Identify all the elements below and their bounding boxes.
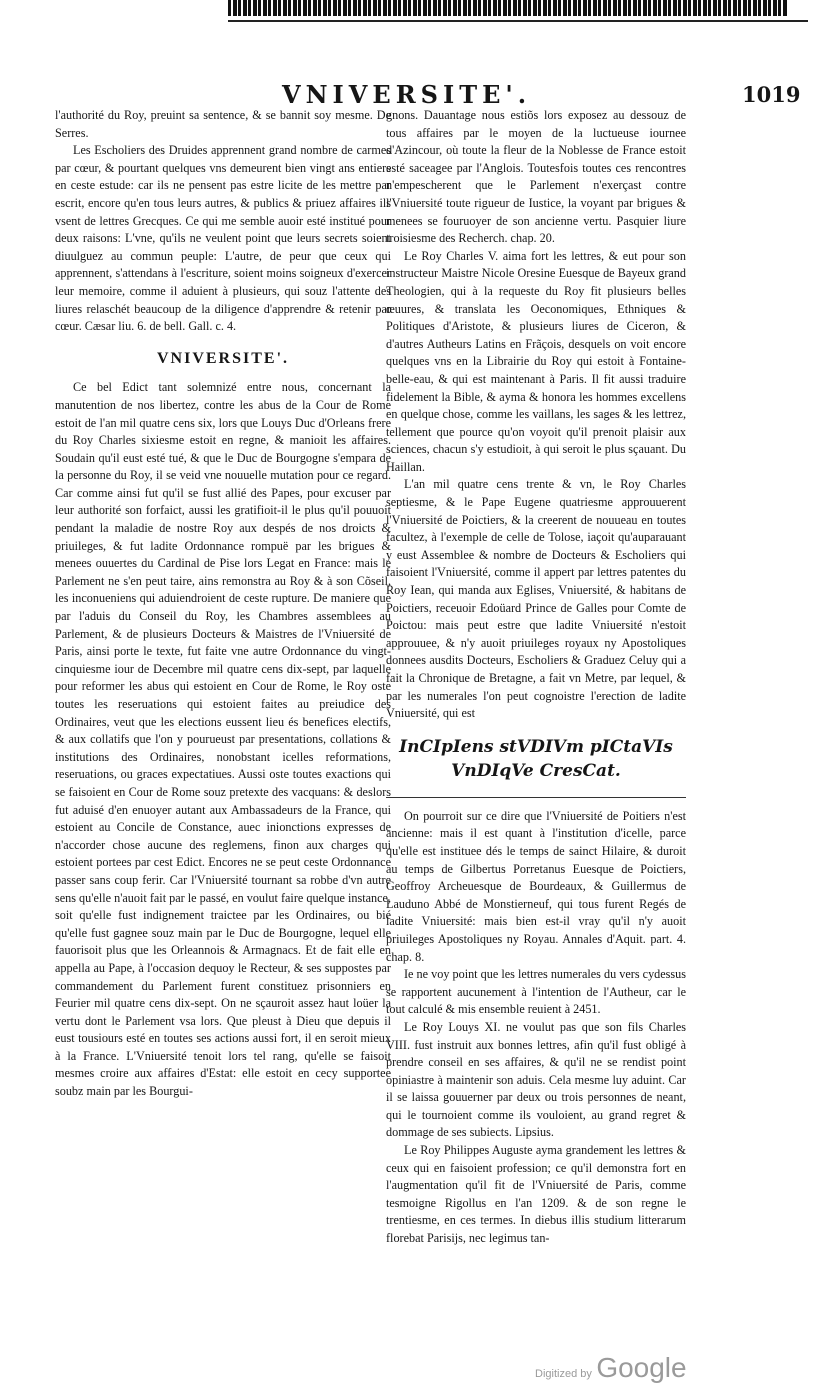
paragraph: Le Roy Philippes Auguste ayma grandement les lettres & ceux qui en faisoient profession; ce qu'il demonstra fort en l'augmentation qu'il fit de l'Vniuersité de Paris, comme tesmoigne Rigollus en l'an 1209. & de son regne le trentiesme, en ces termes. In diebus illis studium litterarum florebat Parisijs, nec legimus tan-: [386, 1143, 686, 1246]
paragraph: Le Roy Charles V. aima fort les lettres, & eut pour son instructeur Maistre Nicole Oresine Euesque de Bayeux grand Theologien, qui à la requeste du Roy fit plusieurs belles œuures, & translata les Oeconomiques, Ethniques & Politiques d'Aristote, & plusieurs liures de Ciceron, & d'autres Autheurs Latins en Frãçois, desquels on voit encore quelques vns en la Librairie du Roy qui estoit à Fontaine-belle-eau, & qui est maintenant à Paris. Il fit aussi traduire fidelement la Bible, & ayma & honora les hommes excellens en quelque chose, comme les vaillans, les sages & les lettrez, tellement que pource qu'on voyoit qu'il prenoit plaisir aux sciences, chacun s'y estudioit, à qui seroit le plus sçauant. Du Haillan.: [386, 248, 686, 474]
chronogram-verse: InCIpIens stVDIVm pICtaVIs VnDIqVe CresCat.: [399, 736, 673, 781]
paragraph: On pourroit sur ce dire que l'Vniuersité de Poitiers n'est ancienne: mais il est quant à l'institution d'icelle, parce qu'elle est instituee dés le temps de sainct Hilaire, & duroit au temps de Gilbertus Porretanus Euesque de Poictiers, Geoffroy Archeuesque de Bourdeaux, & Guillermus de Lauduno Abbé de Monstierneuf, qui tous furent Regés de ladite Vniuersité: mais bien est-il vray qu'il n'y auoit priuileges Apostoliques ny Royau. Annales d'Aquit. part. 4. chap. 8.: [386, 808, 686, 964]
google-logo: Google: [596, 1352, 687, 1383]
paragraph: l'authorité du Roy, preuint sa sentence, & se bannit soy mesme. De Serres.: [55, 108, 391, 140]
top-border-ornament: [228, 0, 788, 16]
left-column: [55, 107, 391, 1101]
paragraph: Ce bel Edict tant solemnizé entre nous, concernant la manutention de nos libertez, contre les abus de la Cour de Rome estoit de l'an mil quatre cens six, lors que Louys Duc d'Orleans frere du Roy Charles sixiesme estoit en regne, & manioit les affaires. Soudain qu'il eust esté tué, & que le Duc de Bourgogne s'empara de la personne du Roy, il se veid vne nouuelle mutation pour ce regard. Car comme ainsi fut qu'il se fust allié des Papes, pour excuser par leur authorité son forfaict, aussi les gratifioit-il le plus qu'il pouuoit pendant la maladie de nostre Roy aux despés de nos droicts & priuileges, & fut ladite Ordonnance rompuë par les brigues & menees ouuertes du Cardinal de Pise lors Legat en France: mais le Parlement ne s'en peut taire, ains remonstra au Roy & à son Cõseil, les inconueniens qui aduiendroient de ceste rupture. De maniere que par l'aduis du Conseil du Roy, les Chambres assemblees au Parlement, & de plusieurs Docteurs & Maistres de l'Vniuersité de Paris, ainsi porte le texte, fut faite vne autre Ordonnance du vingt-cinquiesme iour de Decembre mil quatre cens dix-sept, par laquelle pour reformer les abus qui estoient en Cour de Rome, le Roy oste toutes les reseruations qui estoient faites au preiudice des Ordinaires, veut que les elections eussent lieu és benefices electifs, & aux collatifs que l'on y pourueust par presentations, collations & institutions des Ordinaires, nonobstant icelles reformations, reseruations, ou graces expectatiues. Aussi oste toutes exactions qui se faisoient en Cour de Rome souz pretexte des vacquans: & deslors fut aduisé d'en enuoyer autant aux Ambassadeurs de la France, qui estoient au Concile de Constance, auec inionctions expresses de n'accorder chose aucune des reglemens, finon aux charges qui estoient portees par cest Edict. Encores ne se peut ceste Ordonnance passer sans coup ferir. Car l'Vniuersité tournant sa robbe d'vn autre sens qu'elle n'auoit fait par le passé, en voulut faire quelque instance, soit qu'elle fust indignement traictee par les Ordinaires, ou bié qu'elle fust gagnee souz main par le Duc de Bourgogne, lequel elle fauorisoit plus que les Orleannois & Armagnacs. Et de fait elle en appella au Pape, à l'occasion dequoy le Recteur, & ses suppostes par commandement du Parlement furent constituez prisonniers en Feurier mil quatre cens dix-sept. On ne sçauroit assez haut loüer la vertu dont le Parlement vsa lors. Que pleust à Dieu que depuis il eust tousiours esté en toutes ses actions aussi fort, il en seroit mieux à la France. L'Vniuersité tenoit lors tel rang, qu'elle se faisoit mesmes croire aux affaires d'Estat: elle estoit en cecy supportee soubz main par les Bourgui-: [55, 380, 391, 1099]
paragraph: L'an mil quatre cens trente & vn, le Roy Charles septiesme, & le Pape Eugene quatriesme approuuerent l'Vniuersité de Poictiers, & la creerent de nouueau en toutes facultez, à l'exemple de celle de Tolose, iaçoit qu'auparauant y eust Assemblee & nombre de Docteurs & Escholiers qui faisoient l'Vniuersité, comme il appert par lettres patentes du Roy Iean, qui manda aux Eglises, Vniuersité, & habitans de Poictiers, receuoir Edoüard Prince de Galles pour Comte de Poictou: mais peut estre que ladite Vniuersité n'estoit approuuee, & n'y auoit priuileges royaux ny Apostoliques donnees ausdits Docteurs, Escholiers & Graduez Celuy qui a fait la Chronique de Bretagne, a fait vn Metre, par lequel, & par les numerales l'on peut cognoistre l'erection de ladite Vniuersité, qui est: [386, 477, 686, 721]
section-heading: VNIVERSITE'.: [156, 349, 290, 367]
top-rule: [228, 20, 808, 22]
running-header-title: VNIVERSITE'.: [282, 80, 532, 109]
paragraph: Ie ne voy point que les lettres numerales du vers cydessus se rapportent aucunement à l'intention de l'Autheur, car le tout calculé & mis ensemble reuient à 2451.: [386, 967, 686, 1017]
digitized-label: Digitized by: [535, 1368, 592, 1380]
right-column: [386, 107, 686, 1248]
paragraph: Le Roy Louys XI. ne voulut pas que son fils Charles VIII. fust instruit aux bonnes lettres, afin qu'il fust obligé à prendre conseil en ses affaires, & qu'il ne se rendist point opiniastre à maintenir son aduis. Cela mesme luy aduint. Car il se laissa gouuerner par deux ou trois personnes de neant, qui le tournoient comme ils vouloient, au grand regret & dommage de ses subiects. Lipsius.: [386, 1019, 686, 1140]
paragraph: gnons. Dauantage nous estiõs lors exposez au dessouz de tous affaires par le moyen de la luctueuse iournee d'Azincour, où toute la fleur de la Noblesse de France estoit esté saceagee par l'Anglois. Toutesfois toutes ces rencontres n'empescherent que le Parlement n'exerçast contre l'Vniuersité toute rigueur de Iustice, la voyant par brigues & menees se fouruoyer de son ancienne vertu. Pasquier liure troisiesme des Recherch. chap. 20.: [386, 108, 686, 246]
page-number: 1019: [742, 82, 801, 107]
divider: [386, 797, 686, 798]
paragraph: Les Escholiers des Druides apprennent grand nombre de carmes par cœur, & pourtant quelques vns demeurent bien vingt ans entiers en ceste estude: car ils ne pensent pas estre licite de les mettre par escrit, encore qu'en tous leurs autres, & publics & priuez affaires ils vsent de lettres Grecques. Ce qui me semble auoir esté institué pour deux raisons: L'vne, qu'ils ne veulent point que leurs secrets soient diuulguez au commun peuple: L'autre, de peur que ceux qui apprennent, s'attendans à l'escriture, soient moins soigneux d'exercer leur memoire, comme il aduient à plusieurs, qui souz l'attente des liures relaschét beaucoup de la diligence d'apprendre & retenir par cœur. Cæsar liu. 6. de bell. Gall. c. 4.: [55, 143, 391, 334]
digitized-watermark: [535, 1352, 687, 1384]
